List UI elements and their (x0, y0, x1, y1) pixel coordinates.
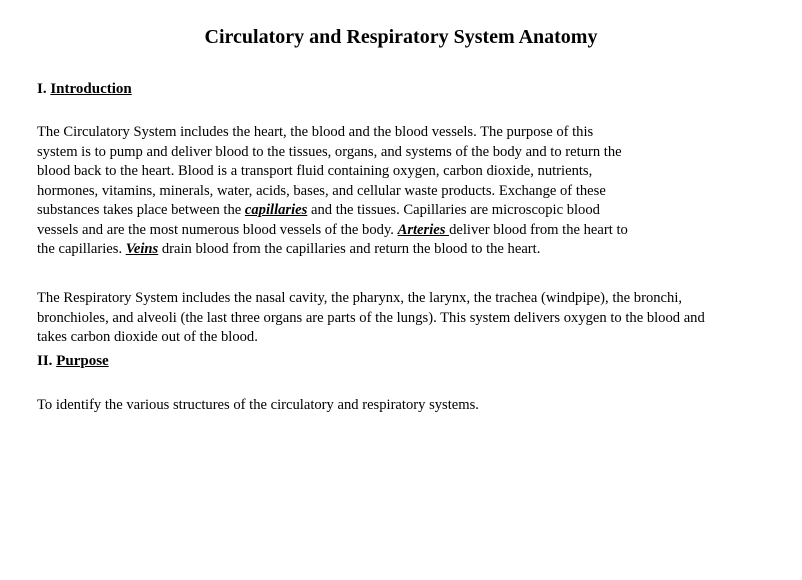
paragraph-line: takes carbon dioxide out of the blood. (37, 329, 258, 345)
section-heading-introduction (37, 80, 132, 99)
line-text: deliver blood from the heart to (449, 221, 628, 238)
paragraph-line (37, 201, 628, 221)
section-number: I. (37, 81, 47, 97)
circulatory-system-paragraph (37, 123, 628, 260)
term-capillaries: capillaries (244, 202, 308, 218)
term-veins: Veins (125, 241, 159, 257)
paragraph-line: The Circulatory System includes the heart, the blood and the blood vessels. The purpose of this (37, 124, 594, 140)
line-text: vessels and are the most numerous blood vessels of the body. (37, 221, 398, 238)
paragraph-line: bronchioles, and alveoli (the last three organs are parts of the lungs). This system delivers oxygen to the blood and (37, 309, 705, 326)
page-title: Circulatory and Respiratory System Anatomy (204, 26, 598, 48)
section-heading-purpose (37, 352, 109, 371)
line-text: and the tissues. Capillaries are microscopic blood (307, 202, 600, 218)
paragraph-line: To identify the various structures of the circulatory and respiratory systems. (37, 397, 479, 413)
term-arteries: Arteries (397, 221, 450, 238)
section-title: Purpose (56, 353, 109, 369)
paragraph-line: blood back to the heart. Blood is a transport fluid containing oxygen, carbon dioxide, nutrients, (37, 163, 593, 179)
paragraph-line: system is to pump and deliver blood to the tissues, organs, and systems of the body and to return the (37, 143, 622, 160)
paragraph-line (37, 240, 628, 260)
paragraph-line: hormones, vitamins, minerals, water, acids, bases, and cellular waste products. Exchange of these (37, 182, 606, 199)
paragraph-line (37, 221, 628, 241)
line-text: the capillaries. (37, 241, 126, 257)
line-text: substances takes place between the (37, 202, 245, 218)
section-number: II. (37, 353, 53, 369)
section-title: Introduction (50, 81, 132, 97)
respiratory-system-paragraph (37, 289, 705, 348)
purpose-paragraph (37, 396, 479, 416)
paragraph-line: The Respiratory System includes the nasal cavity, the pharynx, the larynx, the trachea (windpipe), the bronchi, (37, 290, 683, 306)
line-text: drain blood from the capillaries and return the blood to the heart. (158, 241, 541, 257)
